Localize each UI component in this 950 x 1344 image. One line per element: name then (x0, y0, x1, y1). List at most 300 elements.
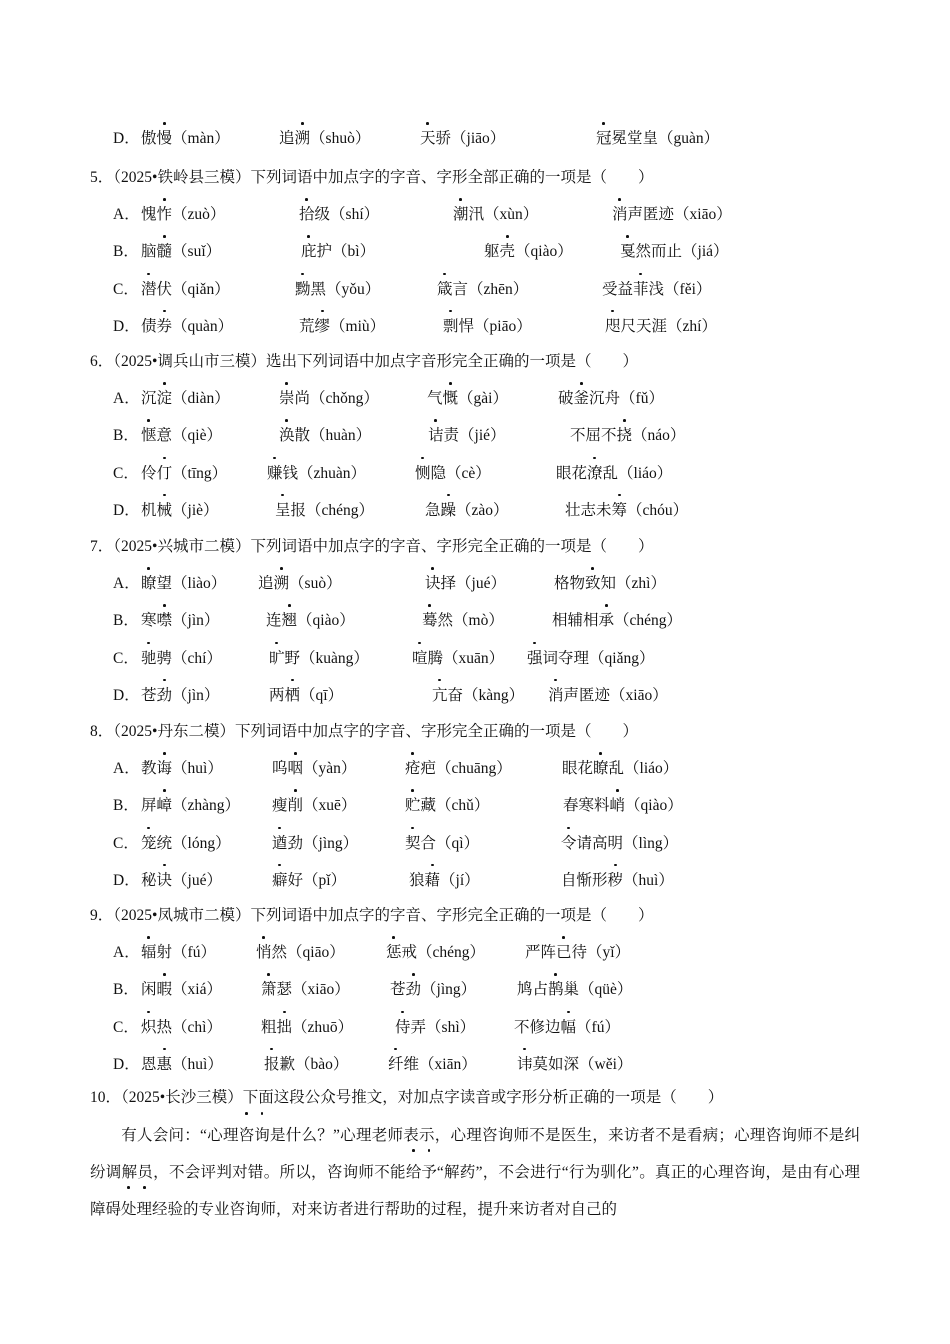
dotted-char: 箴 (437, 278, 453, 302)
pinyin: （guàn） (658, 130, 720, 147)
pinyin: （yǐ） (587, 944, 631, 962)
vocab-word (141, 572, 226, 596)
vocab-word (141, 794, 240, 818)
dotted-char: 券 (157, 315, 173, 339)
question-number: 9． (90, 907, 114, 924)
word-suffix: 劲 (287, 834, 304, 852)
word-suffix: 热 (156, 1018, 173, 1036)
vocab-word (409, 869, 480, 893)
pinyin: （chéng） (614, 612, 683, 630)
word-suffix: 望 (156, 575, 173, 593)
pinyin: （jìng） (421, 981, 477, 999)
vocab-word (428, 424, 506, 448)
vocab-word (261, 1016, 353, 1040)
dotted-char: 挠 (617, 424, 633, 448)
word-prefix: 秘 (141, 871, 157, 889)
word-prefix: 相辅相 (552, 612, 599, 630)
word-prefix: 寒 (141, 612, 157, 630)
option-label: D． (113, 686, 140, 704)
vocab-word (565, 499, 688, 523)
option-label: C． (113, 649, 139, 667)
pinyin: （xiá） (172, 981, 222, 999)
word-prefix: 恩 (141, 1055, 157, 1073)
pinyin: （xùn） (484, 206, 539, 224)
vocab-word (432, 684, 524, 708)
dotted-char: 讳 (517, 1053, 533, 1077)
dotted-char: 壳 (500, 240, 516, 264)
vocab-word (279, 127, 370, 151)
pinyin: （chì） (172, 1018, 222, 1036)
word-prefix: 鸠占 (517, 981, 549, 999)
option-label: C． (113, 280, 139, 298)
word-suffix: 责 (443, 427, 460, 445)
word-suffix: 然 (437, 612, 454, 630)
pinyin: （zhí） (667, 317, 717, 335)
pinyin: （shuò） (310, 130, 371, 147)
question-source: （2025•凤城市二模） (113, 907, 251, 924)
question-7-stem (90, 535, 653, 559)
pinyin: （jìn） (172, 686, 220, 704)
vocab-word (141, 462, 227, 486)
dotted-char: 已 (556, 941, 572, 965)
word-suffix: 隐 (430, 464, 447, 482)
option-label: D． (113, 317, 140, 335)
question-text: 下列词语中加点字的字音、字形全部正确的一项是（ ） (250, 169, 654, 186)
dotted-char: 慢 (157, 127, 173, 151)
pinyin: （fěi） (664, 280, 712, 298)
pinyin: （gài） (458, 390, 508, 408)
dotted-char: 恻 (415, 462, 431, 486)
word-prefix: 眼花 (556, 464, 588, 482)
dotted-char: 潮 (453, 203, 469, 227)
vocab-word (562, 757, 678, 781)
dotted-char: 炽 (141, 1016, 157, 1040)
vocab-word (554, 572, 666, 596)
dotted-char: 峭 (610, 794, 626, 818)
pinyin: （náo） (632, 427, 686, 445)
dotted-char: 翘 (282, 609, 298, 633)
dotted-char: 天 (420, 127, 436, 151)
question-source: （2025•丹东二模） (113, 723, 235, 740)
word-suffix: 报 (290, 501, 307, 519)
vocab-word (596, 127, 719, 151)
word-suffix: 莫如深 (532, 1055, 580, 1073)
vocab-word (605, 315, 717, 339)
option-label: A． (113, 944, 140, 962)
pinyin: （qì） (436, 834, 480, 852)
option-label: B． (113, 981, 139, 999)
word-suffix: 合 (420, 834, 437, 852)
question-number: 6． (90, 353, 114, 370)
pinyin: （shì） (426, 1018, 476, 1036)
word-suffix: 钱 (282, 464, 299, 482)
dotted-char: 诀 (157, 869, 173, 893)
dotted-char: 崇 (279, 387, 295, 411)
word-prefix: 破 (558, 390, 574, 408)
pinyin: （xiāo） (674, 206, 732, 224)
vocab-word (552, 609, 682, 633)
vocab-word (141, 869, 222, 893)
dotted-char: 劲 (157, 684, 173, 708)
dotted-char: 黝 (295, 278, 311, 302)
word-suffix: 歉 (279, 1055, 296, 1073)
pinyin: （qiào） (625, 797, 683, 815)
word-prefix: 气 (427, 390, 443, 408)
vocab-word (141, 684, 219, 708)
pinyin: （kuàng） (300, 649, 369, 667)
vocab-word (405, 832, 479, 856)
pinyin: （jié） (459, 427, 506, 445)
word-suffix: 瑟 (276, 981, 293, 999)
pinyin: （xiāo） (610, 686, 668, 704)
word-suffix: 声匿迹 (563, 686, 611, 704)
option-label: A． (113, 575, 140, 593)
dotted-char: 癖 (272, 869, 288, 893)
dotted-char: 鹊 (548, 978, 564, 1002)
pinyin: （qiào） (515, 243, 573, 261)
pinyin: （fú） (172, 944, 216, 962)
word-suffix: 伏 (156, 280, 173, 298)
pinyin: （bì） (332, 243, 376, 261)
pinyin: （huì） (172, 760, 223, 778)
vocab-word (425, 572, 506, 596)
dotted-char: 报 (264, 1053, 280, 1077)
pinyin: （qiāo） (287, 944, 345, 962)
word-suffix: 骄 (435, 130, 452, 147)
dotted-char: 缪 (315, 315, 331, 339)
dotted-char: 潦 (587, 462, 603, 486)
dotted-char: 辐 (141, 941, 157, 965)
dotted-char: 纤 (388, 1053, 404, 1077)
word-suffix: 乱 (608, 760, 625, 778)
dotted-char: 溯 (274, 572, 290, 596)
vocab-word (272, 832, 358, 856)
dotted-phrase: 处理 (121, 1201, 152, 1218)
dotted-char: 溯 (295, 127, 311, 151)
word-prefix: 春寒料 (563, 797, 610, 815)
dotted-char: 契 (405, 832, 421, 856)
vocab-word (405, 757, 512, 781)
word-suffix: 级 (314, 206, 331, 224)
dotted-char: 淀 (157, 387, 173, 411)
pinyin: （jìn） (172, 612, 220, 630)
pinyin: （liáo） (618, 464, 673, 482)
vocab-word (388, 1053, 477, 1077)
option-label: B． (113, 612, 139, 630)
passage-segment: 是什么？”心理老师表示，心理咨询师不是医生，来访者不是看病；心理咨询师不是纠纷调解员，不会评判对错。所以，咨询师不能 (90, 1127, 860, 1181)
question-10-passage (90, 1117, 860, 1228)
word-prefix: 狼 (409, 871, 425, 889)
vocab-word (484, 240, 573, 264)
dotted-char: 令 (561, 832, 577, 856)
word-prefix: 不屈不 (570, 427, 617, 445)
vocab-word (612, 203, 732, 227)
pinyin: （zuò） (172, 206, 226, 224)
question-source: （2025•调兵山市三模） (113, 353, 266, 370)
option-label: B． (113, 797, 139, 815)
pinyin: （liào） (172, 575, 227, 593)
dotted-char: 劲 (406, 978, 422, 1002)
vocab-word (548, 684, 668, 708)
dotted-char: 咽 (288, 757, 304, 781)
passage-segment: 有人会问：“心理 (121, 1127, 239, 1144)
word-suffix: 悍 (458, 317, 475, 335)
vocab-word (390, 978, 476, 1002)
word-suffix: 意 (156, 427, 173, 445)
dotted-char: 诲 (157, 757, 173, 781)
pinyin: （chóu） (627, 501, 689, 519)
option-label: D． (113, 871, 140, 889)
vocab-word (422, 609, 504, 633)
word-suffix: 词夺理 (542, 649, 590, 667)
question-number: 10． (90, 1089, 122, 1106)
word-suffix: 奋 (447, 686, 464, 704)
word-prefix: 眼花 (562, 760, 594, 778)
pinyin: （zào） (456, 501, 509, 519)
pinyin: （jiá） (682, 243, 729, 261)
word-suffix: 散 (294, 427, 311, 445)
vocab-word (141, 978, 222, 1002)
vocab-word (620, 240, 729, 264)
pinyin: （diàn） (172, 390, 230, 408)
vocab-word (272, 869, 346, 893)
dotted-char: 拾 (299, 203, 315, 227)
vocab-word (561, 832, 678, 856)
option-label: B． (113, 243, 139, 261)
pinyin: （qī） (300, 686, 344, 704)
dotted-char: 髓 (157, 240, 173, 264)
word-suffix: 护 (316, 243, 333, 261)
dotted-char: 致 (585, 572, 601, 596)
vocab-word (267, 462, 366, 486)
pinyin: （suǐ） (172, 243, 222, 261)
vocab-word (256, 941, 345, 965)
dotted-char: 慨 (443, 387, 459, 411)
word-suffix: 择 (440, 575, 457, 593)
word-suffix: 维 (403, 1055, 420, 1073)
word-suffix: 浅 (648, 280, 665, 298)
pinyin: （chǒng） (310, 390, 379, 408)
pinyin: （mò） (453, 612, 504, 630)
dotted-char: 驰 (141, 647, 157, 671)
dotted-char: 削 (288, 794, 304, 818)
dotted-phrase: 咨询 (239, 1127, 270, 1144)
vocab-word (563, 794, 683, 818)
dotted-char: 冠 (596, 127, 612, 151)
question-text: 下列词语中加点字的字音、字形完全正确的一项是（ ） (250, 538, 654, 555)
option-label: C． (113, 834, 139, 852)
vocab-word (275, 499, 374, 523)
pinyin: （bào） (295, 1055, 349, 1073)
word-suffix: 戒 (401, 944, 418, 962)
dotted-char: 咫 (605, 315, 621, 339)
word-suffix: 请高明 (576, 834, 624, 852)
dotted-char: 庇 (301, 240, 317, 264)
pinyin: （qiǎng） (589, 649, 655, 667)
dotted-char: 赚 (267, 462, 283, 486)
vocab-word (415, 462, 491, 486)
word-prefix: 债 (141, 317, 157, 335)
dotted-char: 强 (527, 647, 543, 671)
dotted-char: 潜 (141, 278, 157, 302)
pinyin: （xiān） (419, 1055, 477, 1073)
pinyin: （chéng） (417, 944, 486, 962)
word-suffix: 尚 (294, 390, 311, 408)
vocab-word (525, 941, 630, 965)
question-6-stem (90, 350, 638, 374)
word-suffix: 弄 (410, 1018, 427, 1036)
word-suffix: 沉舟 (589, 390, 621, 408)
word-prefix: 伶 (141, 464, 157, 482)
word-suffix: 尺天涯 (620, 317, 668, 335)
option-label: B． (113, 427, 139, 445)
word-suffix: 乱 (602, 464, 619, 482)
word-suffix: 藏 (420, 797, 437, 815)
pinyin: （xuē） (303, 797, 357, 815)
dotted-char: 惬 (141, 424, 157, 448)
vocab-word (395, 1016, 475, 1040)
question-source: （2025•铁岭县三模） (113, 169, 251, 186)
pinyin: （tīng） (172, 464, 228, 482)
word-suffix: 疤 (420, 760, 437, 778)
pinyin: （xuān） (443, 649, 505, 667)
vocab-word (141, 499, 219, 523)
option-label: A． (113, 206, 140, 224)
vocab-word (527, 647, 654, 671)
dotted-char: 喧 (412, 647, 428, 671)
word-prefix: 沉 (141, 390, 157, 408)
word-suffix: 汛 (468, 206, 485, 224)
vocab-word (558, 387, 664, 411)
question-number: 7． (90, 538, 114, 555)
dotted-char: 嶂 (157, 794, 173, 818)
word-prefix: 追 (258, 575, 274, 593)
pinyin: （quàn） (172, 317, 234, 335)
pinyin: （chuāng） (436, 760, 512, 778)
question-text: 下列词语中加点字的字音、字形完全正确的一项是（ ） (250, 907, 654, 924)
word-prefix: 愧 (141, 206, 157, 224)
option-label: A． (113, 760, 140, 778)
dotted-char: 藉 (425, 869, 441, 893)
vocab-word (141, 609, 219, 633)
dotted-char: 贮 (405, 794, 421, 818)
pinyin: （jiāo） (451, 130, 506, 147)
word-prefix: 躯 (484, 243, 500, 261)
pinyin: （miù） (330, 317, 386, 335)
pinyin: （lóng） (172, 834, 231, 852)
vocab-word (141, 127, 230, 151)
pinyin: （chéng） (306, 501, 375, 519)
pinyin: （chǔ） (436, 797, 490, 815)
pinyin: （zhēn） (468, 280, 529, 298)
pinyin: （suò） (289, 575, 342, 593)
pinyin: （jué） (172, 871, 222, 889)
word-prefix: 呜 (272, 760, 288, 778)
question-8-stem (90, 720, 638, 744)
vocab-word (269, 647, 369, 671)
option-label: D． (113, 130, 140, 147)
dotted-char: 暇 (157, 978, 173, 1002)
vocab-word (261, 978, 350, 1002)
vocab-word (141, 832, 231, 856)
pinyin: （qüè） (579, 981, 633, 999)
vocab-word (405, 794, 489, 818)
vocab-word (258, 572, 342, 596)
vocab-word (141, 1016, 222, 1040)
dotted-char: 筹 (612, 499, 628, 523)
pinyin: （huàn） (310, 427, 372, 445)
word-suffix: 知 (600, 575, 617, 593)
vocab-word (141, 424, 222, 448)
pinyin: （qiǎn） (172, 280, 230, 298)
vocab-word (264, 1053, 348, 1077)
pinyin: （zhuàn） (298, 464, 367, 482)
vocab-word (295, 278, 380, 302)
vocab-word (301, 240, 375, 264)
dotted-char: 诘 (428, 424, 444, 448)
option-label: C． (113, 464, 139, 482)
word-prefix: 屏 (141, 797, 157, 815)
word-prefix: 严阵 (525, 944, 557, 962)
dotted-char: 呈 (275, 499, 291, 523)
dotted-char: 涣 (279, 424, 295, 448)
vocab-word (141, 203, 225, 227)
question-text: 下列词语中加点字的字音、字形完全正确的一项是（ ） (234, 723, 638, 740)
vocab-word (556, 462, 672, 486)
dotted-char: 消 (548, 684, 564, 708)
question-5-stem (90, 166, 653, 190)
vocab-word (141, 387, 230, 411)
question-number: 8． (90, 723, 114, 740)
vocab-word (453, 203, 538, 227)
question-number: 5． (90, 169, 114, 186)
word-prefix: 两 (269, 686, 285, 704)
vocab-word (141, 1053, 223, 1077)
vocab-word (141, 315, 233, 339)
question-source: （2025•兴城市二模） (113, 538, 251, 555)
pinyin: （yǒu） (326, 280, 381, 298)
pinyin: （xiāo） (292, 981, 350, 999)
vocab-word (437, 278, 528, 302)
word-prefix: 粗 (261, 1018, 277, 1036)
word-prefix: 苍 (390, 981, 406, 999)
word-suffix: 腾 (427, 649, 444, 667)
word-suffix: 冕堂皇 (611, 130, 659, 147)
pinyin: （zhì） (616, 575, 666, 593)
pinyin: （jí） (440, 871, 480, 889)
vocab-word (279, 424, 371, 448)
vocab-word (386, 941, 485, 965)
passage-segment: “解药”，不会进行“行为驯化”。真正的心理咨询，是由有心理障碍 (90, 1164, 860, 1218)
vocab-word (443, 315, 532, 339)
pinyin: （zhuō） (292, 1018, 354, 1036)
pinyin: （jìng） (303, 834, 359, 852)
vocab-word (412, 647, 504, 671)
pinyin: （huì） (623, 871, 674, 889)
dotted-char: 承 (599, 609, 615, 633)
option-label: D． (113, 501, 140, 519)
dotted-char: 亢 (432, 684, 448, 708)
pinyin: （jué） (456, 575, 506, 593)
dotted-char: 躁 (441, 499, 457, 523)
vocab-word (299, 315, 385, 339)
word-prefix: 急 (425, 501, 441, 519)
word-prefix: 追 (279, 130, 295, 147)
vocab-word (427, 387, 508, 411)
vocab-word (299, 203, 379, 227)
word-prefix: 苍 (141, 686, 157, 704)
word-prefix: 格物 (554, 575, 586, 593)
